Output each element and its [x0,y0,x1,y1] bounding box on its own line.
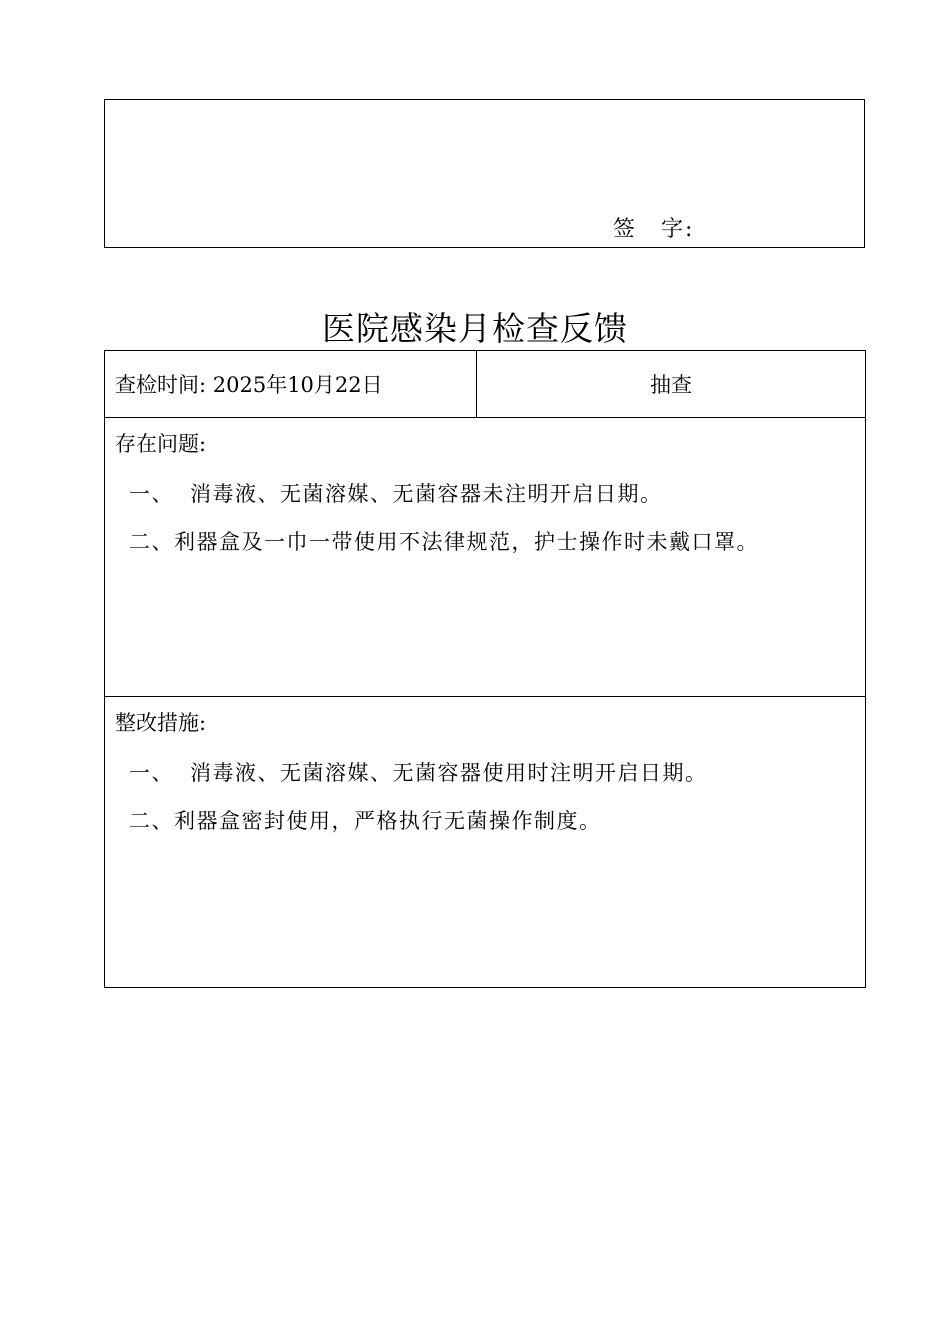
problem-item [129,478,865,508]
problem-item-marker: 一、 [129,482,174,506]
problems-cell [105,418,866,697]
inspection-date: 查检时间: 2025年10月22日 [115,373,383,397]
measure-item-text: 利器盒密封使用，严格执行无菌操作制度。 [174,809,602,833]
header-row [105,351,866,418]
signature-box [104,99,865,248]
measure-item-text: 消毒液、无菌溶媒、无菌容器使用时注明开启日期。 [190,761,708,785]
problems-row [105,418,866,697]
feedback-table [104,350,866,988]
measure-item-marker: 一、 [129,761,174,785]
signature-label: 签 字: [613,217,695,242]
measure-item-marker: 二、 [129,809,174,833]
inspection-method-cell [477,351,866,418]
problem-item-text: 利器盒及一巾一带使用不法律规范，护士操作时未戴口罩。 [174,530,759,554]
measures-heading: 整改措施: [115,711,207,735]
inspection-date-cell [105,351,477,418]
measures-cell [105,697,866,988]
problem-item [129,526,865,556]
page-title: 医院感染月检查反馈 [322,309,628,348]
measure-item [129,757,865,787]
problems-heading: 存在问题: [115,432,207,456]
measures-row [105,697,866,988]
problem-item-marker: 二、 [129,530,174,554]
inspection-method: 抽查 [650,373,692,397]
measure-item [129,805,865,835]
problem-item-text: 消毒液、无菌溶媒、无菌容器未注明开启日期。 [190,482,663,506]
